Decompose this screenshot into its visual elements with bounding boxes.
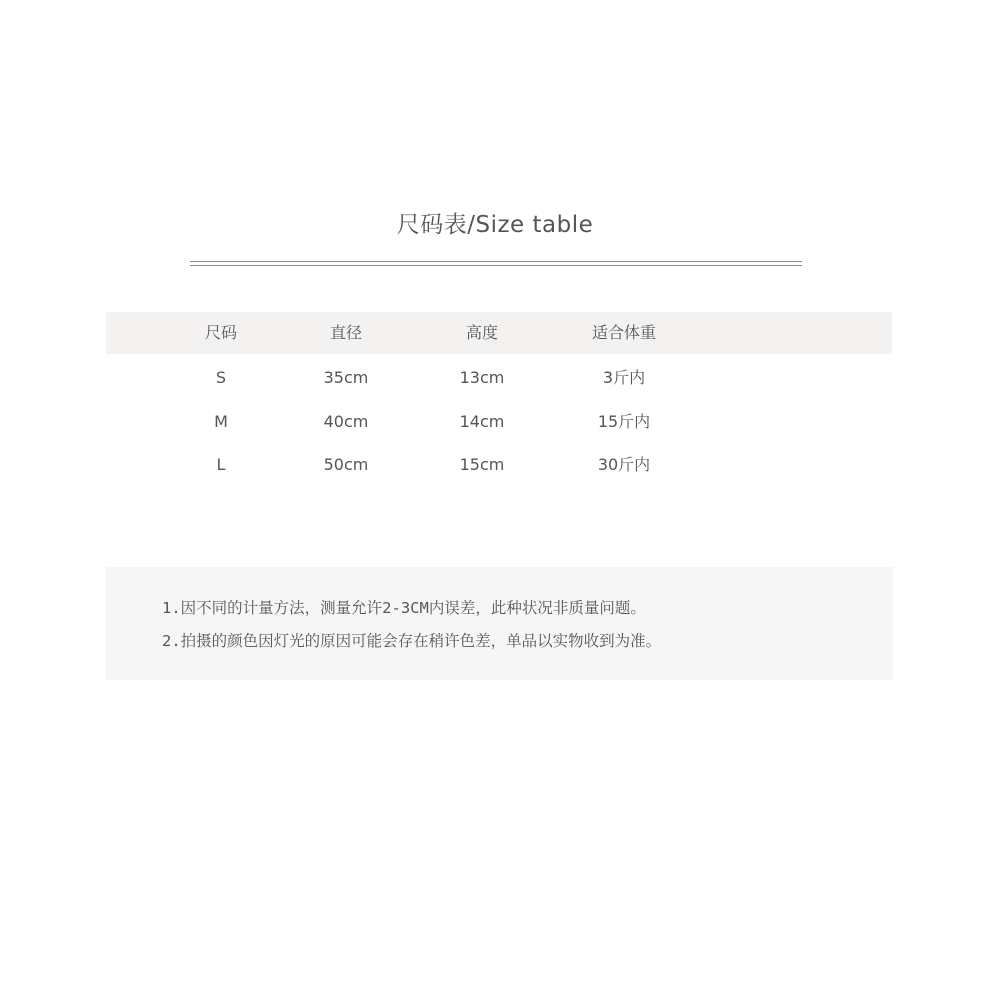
- cell-weight: 15斤内: [597, 411, 651, 431]
- size-table: [106, 312, 892, 485]
- table-row: [106, 354, 892, 398]
- cell-size: L: [216, 455, 226, 474]
- note-color-difference: 2.拍摄的颜色因灯光的原因可能会存在稍许色差，单品以实物收到为准。: [162, 632, 662, 650]
- notes-box: [106, 567, 893, 680]
- cell-height: 13cm: [459, 368, 505, 387]
- cell-size: M: [214, 411, 228, 431]
- cell-height: 15cm: [459, 455, 505, 474]
- cell-size: S: [215, 368, 227, 387]
- cell-diameter: 35cm: [323, 368, 369, 387]
- cell-height: 14cm: [459, 411, 505, 431]
- table-row: [106, 441, 892, 485]
- header-weight: 适合体重: [591, 323, 656, 342]
- page-title: 尺码表/Size table: [396, 212, 594, 238]
- cell-diameter: 40cm: [323, 411, 369, 431]
- cell-weight: 3斤内: [602, 368, 646, 387]
- title-divider-top: [190, 261, 802, 262]
- table-header-row: [106, 312, 892, 354]
- header-size: 尺码: [204, 323, 237, 342]
- note-measurement-error: 1.因不同的计量方法，测量允许2-3CM内误差，此种状况非质量问题。: [162, 599, 646, 617]
- header-height: 高度: [465, 323, 498, 342]
- table-row: [106, 398, 892, 442]
- header-diameter: 直径: [329, 323, 362, 342]
- cell-weight: 30斤内: [597, 455, 651, 474]
- cell-diameter: 50cm: [323, 455, 369, 474]
- title-divider-bottom: [190, 265, 802, 266]
